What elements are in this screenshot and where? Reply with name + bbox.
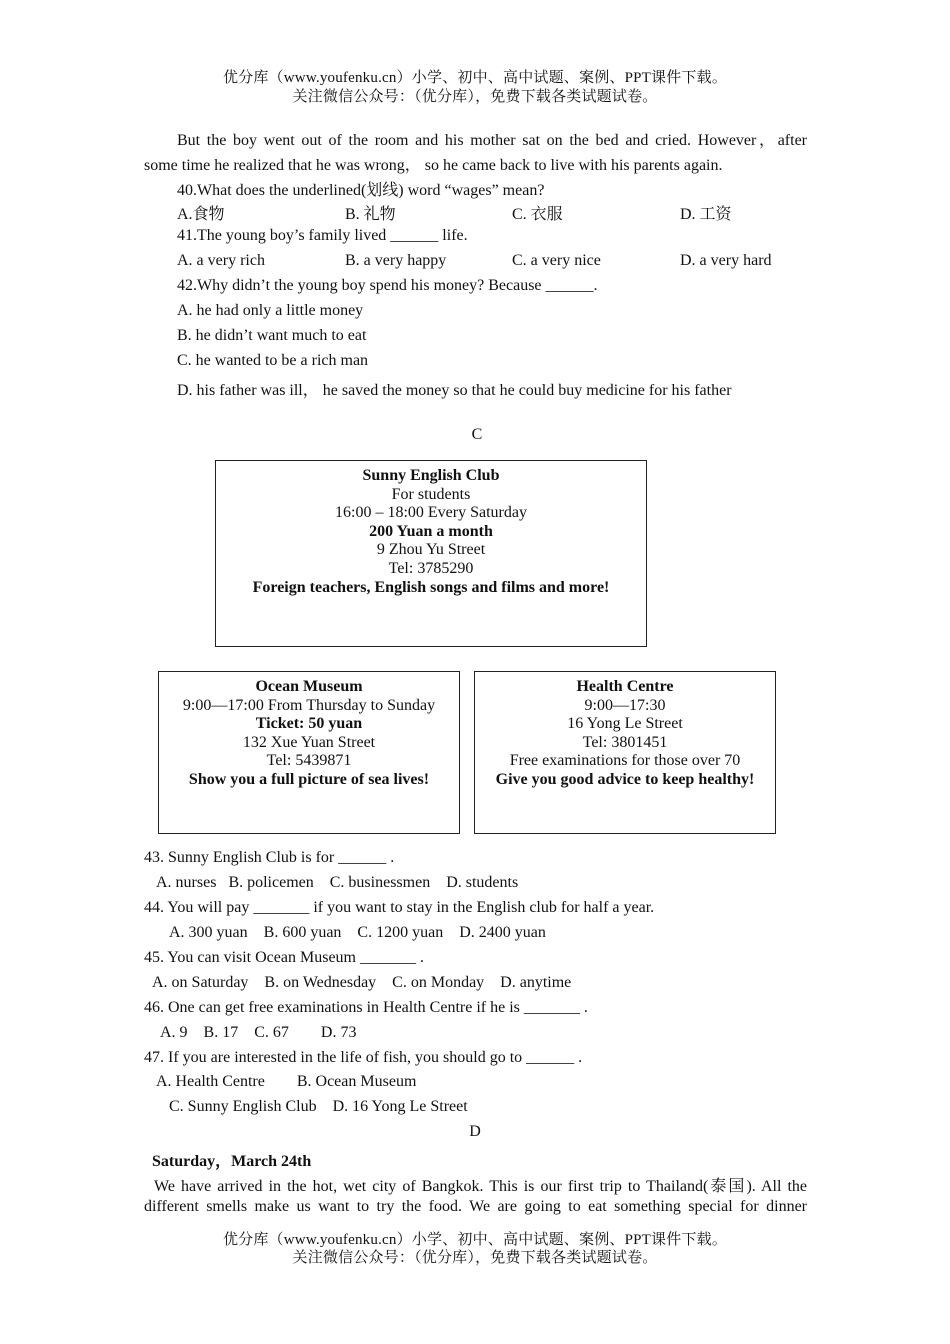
- q42-option-b: B. he didn’t want much to eat: [177, 327, 367, 344]
- health-hours: 9:00—17:30: [584, 696, 666, 714]
- passage-b-line-2: some time he realized that he was wrong， so he came back to live with his parents again.: [144, 157, 723, 174]
- q42-option-d: D. his father was ill， he saved the money so that he could buy medicine for his father: [177, 382, 732, 399]
- passage-b-line-1: But the boy went out of the room and his mother sat on the bed and cried. However，after: [177, 132, 807, 149]
- section-d-label: D: [469, 1123, 481, 1140]
- health-slogan: Give you good advice to keep healthy!: [495, 770, 755, 788]
- health-address: 16 Yong Le Street: [567, 715, 683, 733]
- question-47: 47. If you are interested in the life of fish, you should go to ______ .: [144, 1049, 583, 1066]
- club-price: 200 Yuan a month: [369, 522, 493, 540]
- ad-ocean-museum: [158, 671, 460, 834]
- page-header-line-1: 优分库（www.youfenku.cn）小学、初中、高中试题、案例、PPT课件下载。: [222, 70, 728, 86]
- passage-d-line-1: We have arrived in the hot, wet city of Bangkok. This is our first trip to Thailand(泰国). All the: [154, 1178, 807, 1195]
- health-tel: Tel: 3801451: [582, 733, 668, 751]
- museum-address: 132 Xue Yuan Street: [242, 733, 376, 751]
- page-header-line-2: 关注微信公众号：（优分库），免费下载各类试题试卷。: [292, 89, 658, 105]
- club-tel: Tel: 3785290: [388, 559, 474, 577]
- q42-option-c: C. he wanted to be a rich man: [177, 352, 369, 369]
- q40-option-c: C. 衣服: [512, 206, 563, 223]
- q40-option-d: D. 工资: [680, 206, 732, 223]
- question-42: 42.Why didn’t the young boy spend his money? Because ______.: [177, 277, 598, 294]
- question-45: 45. You can visit Ocean Museum _______ .: [144, 949, 424, 966]
- q47-options-row-2: C. Sunny English Club D. 16 Yong Le Street: [169, 1098, 468, 1115]
- question-40: 40.What does the underlined(划线) word “wages” mean?: [177, 182, 545, 199]
- health-title: Health Centre: [576, 678, 674, 695]
- q40-option-b: B. 礼物: [345, 206, 396, 223]
- question-46: 46. One can get free examinations in Health Centre if he is _______ .: [144, 999, 588, 1016]
- q41-option-a: A. a very rich: [177, 252, 265, 269]
- question-44: 44. You will pay _______ if you want to stay in the English club for half a year.: [144, 899, 655, 916]
- page-footer-line-2: 关注微信公众号：（优分库），免费下载各类试题试卷。: [292, 1250, 658, 1266]
- museum-tel: Tel: 5439871: [266, 752, 352, 770]
- q40-option-a: A.食物: [177, 206, 225, 223]
- page-footer-line-1: 优分库（www.youfenku.cn）小学、初中、高中试题、案例、PPT课件下载。: [222, 1232, 728, 1248]
- q46-options: A. 9 B. 17 C. 67 D. 73: [160, 1024, 357, 1041]
- museum-slogan: Show you a full picture of sea lives!: [188, 770, 430, 788]
- question-41: 41.The young boy’s family lived ______ life.: [177, 227, 468, 244]
- diary-date: Saturday，March 24th: [152, 1153, 312, 1170]
- q41-option-b: B. a very happy: [345, 252, 447, 269]
- q44-options: A. 300 yuan B. 600 yuan C. 1200 yuan D. 2400 yuan: [169, 924, 546, 941]
- health-note: Free examinations for those over 70: [509, 752, 741, 770]
- q42-option-a: A. he had only a little money: [177, 302, 364, 319]
- club-slogan: Foreign teachers, English songs and films and more!: [252, 578, 610, 596]
- club-hours: 16:00 – 18:00 Every Saturday: [335, 504, 527, 522]
- q41-option-c: C. a very nice: [512, 252, 601, 269]
- museum-title: Ocean Museum: [255, 678, 363, 695]
- museum-hours: 9:00—17:00 From Thursday to Sunday: [182, 696, 436, 714]
- ad-sunny-english-club: [215, 460, 647, 647]
- passage-d-line-2: different smells make us want to try the food. We are going to eat something special for dinner: [144, 1198, 807, 1215]
- q43-options: A. nurses B. policemen C. businessmen D. students: [156, 874, 519, 891]
- ad-health-centre: [474, 671, 776, 834]
- museum-ticket: Ticket: 50 yuan: [255, 715, 363, 733]
- club-title: Sunny English Club: [362, 467, 500, 484]
- section-c-label: C: [471, 426, 483, 443]
- club-audience: For students: [391, 485, 471, 503]
- question-43: 43. Sunny English Club is for ______ .: [144, 849, 395, 866]
- q45-options: A. on Saturday B. on Wednesday C. on Monday D. anytime: [152, 974, 572, 991]
- club-address: 9 Zhou Yu Street: [376, 541, 486, 559]
- q41-option-d: D. a very hard: [680, 252, 772, 269]
- q47-options-row-1: A. Health Centre B. Ocean Museum: [156, 1073, 417, 1090]
